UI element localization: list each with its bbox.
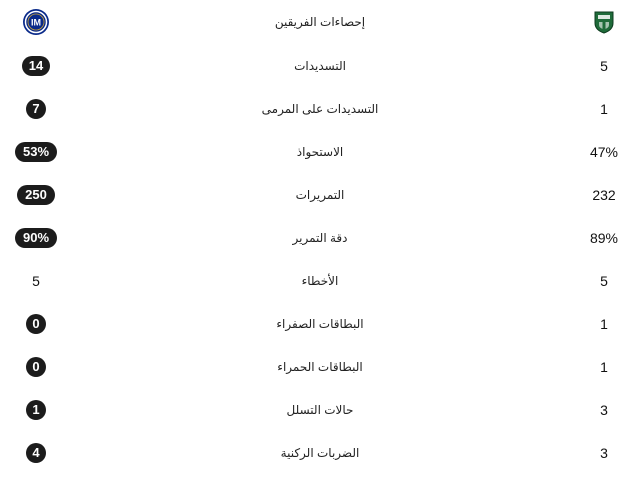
stats-header-row [0,0,640,44]
stat-label: التسديدات [294,58,346,73]
sassuolo-logo-icon [590,8,618,36]
away-stat-value: 5 [600,57,608,74]
home-stat-value: 0 [26,314,46,334]
stat-label: البطاقات الحمراء [277,359,363,374]
home-value-cell [0,173,72,216]
home-value-cell [0,130,72,173]
home-stat-value: 7 [26,99,46,119]
away-team-logo-cell [568,0,640,44]
away-stat-value: 1 [600,358,608,375]
home-stat-value: 250 [17,185,55,205]
stat-label: الضربات الركنية [280,445,360,460]
home-value-cell [0,87,72,130]
stat-row [0,87,640,130]
stat-row [0,345,640,388]
home-value-cell [0,216,72,259]
away-stat-value: 5 [600,272,608,289]
away-stat-value: 89% [589,229,619,246]
home-value-cell [0,431,72,474]
home-value-cell [0,388,72,431]
stats-title: إحصاءات الفريقين [274,15,366,29]
stat-row [0,130,640,173]
stat-row [0,302,640,345]
home-stat-value: 5 [32,272,40,289]
home-stat-value: 4 [26,443,46,463]
home-value-cell [0,44,72,87]
stat-label: الاستحواذ [296,144,344,159]
stat-label: حالات التسلل [286,402,354,417]
home-stat-value: 90% [15,228,57,248]
stat-row [0,431,640,474]
svg-text:IM: IM [31,17,41,28]
home-value-cell [0,302,72,345]
stat-label: الأخطاء [301,273,339,288]
away-stat-value: 1 [600,100,608,117]
away-stat-value: 232 [592,186,616,203]
away-stat-value: 47% [589,143,619,160]
stat-label: البطاقات الصفراء [276,316,364,331]
inter-logo-icon [22,8,50,36]
home-stat-value: 1 [26,400,46,420]
home-value-cell [0,259,72,302]
home-stat-value: 14 [22,56,50,76]
stat-row [0,259,640,302]
stat-label: التمريرات [295,187,345,202]
away-stat-value: 3 [600,444,608,461]
stat-row [0,173,640,216]
stat-row [0,216,640,259]
home-stat-value: 0 [26,357,46,377]
stat-label: دقة التمرير [292,230,348,245]
away-stat-value: 1 [600,315,608,332]
home-stat-value: 53% [15,142,57,162]
stat-row [0,388,640,431]
home-team-logo-cell [0,0,72,44]
stat-row [0,44,640,87]
away-stat-value: 3 [600,401,608,418]
stat-label: التسديدات على المرمى [261,101,379,116]
home-value-cell [0,345,72,388]
